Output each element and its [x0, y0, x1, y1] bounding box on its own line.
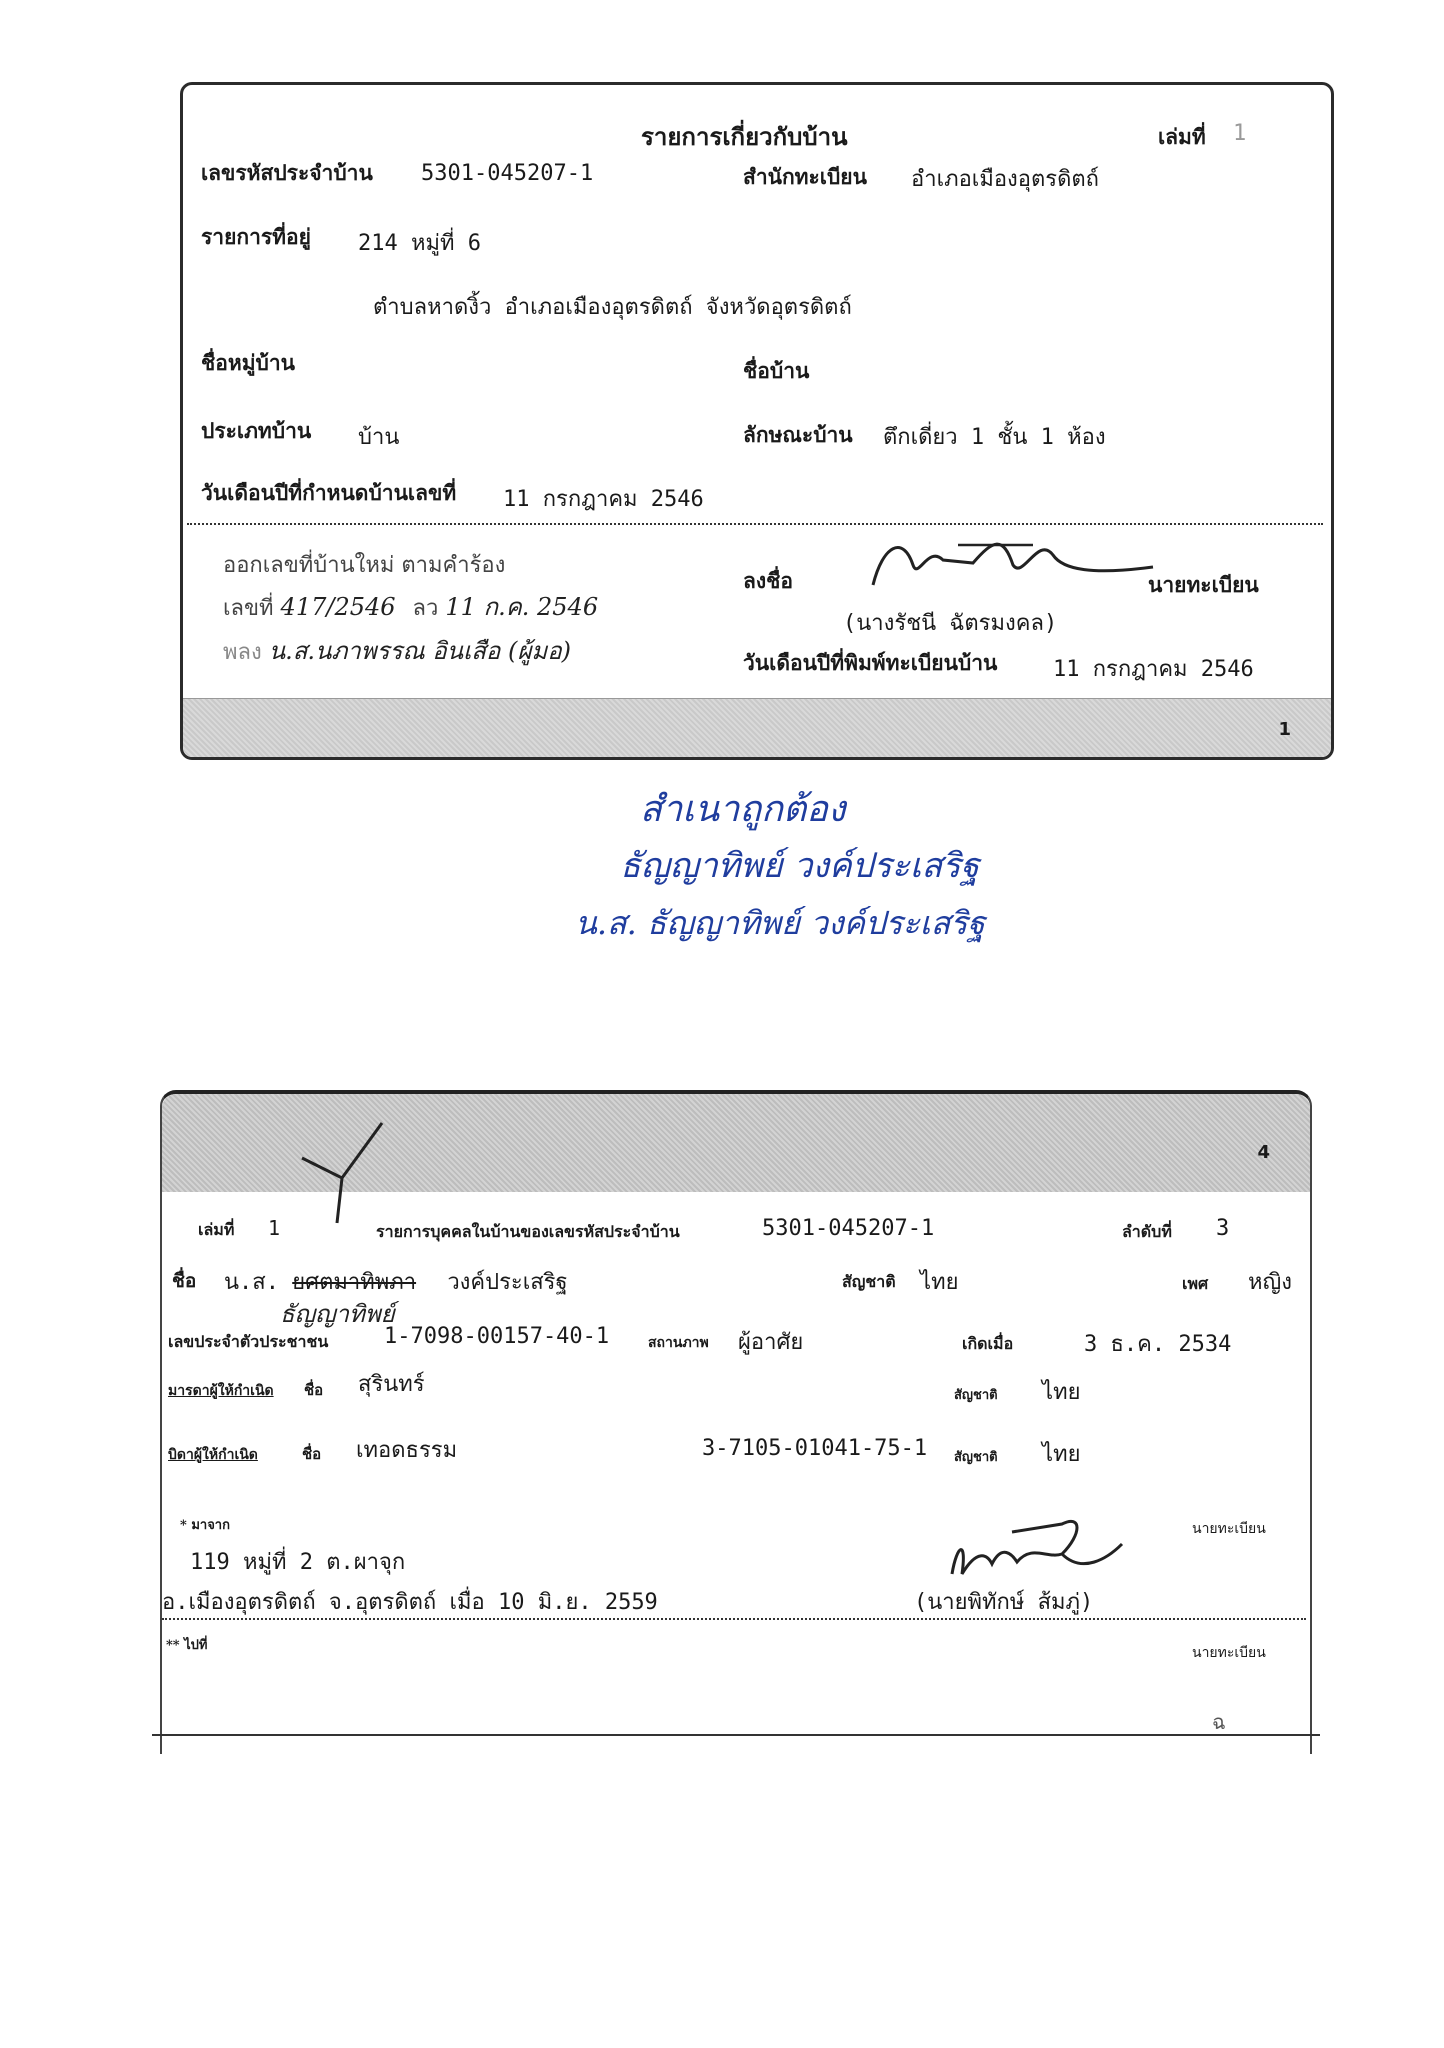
- registrar-signature: [932, 1504, 1132, 1594]
- born-date: 3 ธ.ค. 2534: [1084, 1332, 1232, 1357]
- mother-name: สุรินทร์: [358, 1372, 425, 1397]
- certification-signature: ธัญญาทิพย์ วงค์ประเสริฐ: [620, 846, 980, 886]
- person-header: รายการบุคคลในบ้านของเลขรหัสประจำบ้าน: [376, 1222, 680, 1241]
- name-handwritten: ธัญญาทิพย์: [280, 1300, 395, 1328]
- separator-dotted: [162, 1618, 1306, 1620]
- mother-nationality-label: สัญชาติ: [954, 1388, 998, 1403]
- page-number: 4: [1257, 1142, 1270, 1163]
- check-mark: [282, 1118, 402, 1228]
- assigned-date: 11 กรกฎาคม 2546: [503, 487, 704, 512]
- status: ผู้อาศัย: [738, 1330, 804, 1355]
- note-number-label: เลขที่: [223, 596, 274, 621]
- status-label: สถานภาพ: [648, 1335, 709, 1351]
- order-label: ลำดับที่: [1122, 1222, 1172, 1241]
- house-style-label: ลักษณะบ้าน: [743, 422, 853, 447]
- name-prefix: น.ส.: [224, 1270, 279, 1295]
- book-label: เล่มที่: [198, 1220, 235, 1239]
- assigned-date-label: วันเดือนปีที่กำหนดบ้านเลขที่: [201, 480, 457, 505]
- note-line1: ออกเลขที่บ้านใหม่ ตามคำร้อง: [223, 553, 506, 578]
- from-label: * มาจาก: [180, 1518, 230, 1533]
- note-date-label: ลว: [412, 596, 439, 621]
- registrar-title: นายทะเบียน: [1148, 572, 1259, 597]
- order-value: 3: [1216, 1216, 1230, 1241]
- mother-nationality: ไทย: [1042, 1380, 1081, 1405]
- house-style: ตึกเดี่ยว 1 ชั้น 1 ห้อง: [883, 425, 1106, 450]
- address-line2: ตำบลหาดงิ้ว อำเภอเมืองอุตรดิตถ์ จังหวัดอุตรดิตถ์: [373, 295, 852, 320]
- book-label: เล่มที่: [1158, 124, 1206, 149]
- certification-line1: สำเนาถูกต้อง: [640, 789, 846, 830]
- from-line2: อ.เมืองอุตรดิตถ์ จ.อุตรดิตถ์ เมื่อ 10 มิ.ย. 2559: [162, 1590, 658, 1615]
- mother-label: มารดาผู้ให้กำเนิด: [168, 1383, 274, 1399]
- note-by-value: น.ส.นภาพรรณ อินเสือ (ผู้มอ): [268, 637, 571, 665]
- house-type: บ้าน: [358, 425, 400, 450]
- father-nationality: ไทย: [1042, 1442, 1081, 1467]
- father-name: เทอดธรรม: [356, 1438, 458, 1463]
- registry-office: อำเภอเมืองอุตรดิตถ์: [911, 167, 1099, 192]
- to-label: ** ไปที่: [166, 1638, 208, 1653]
- house-name-label: ชื่อบ้าน: [743, 358, 810, 383]
- certification-name: น.ส. ธัญญาทิพย์ วงค์ประเสริฐ: [575, 904, 986, 942]
- father-nationality-label: สัญชาติ: [954, 1450, 998, 1465]
- house-code-label: เลขรหัสประจำบ้าน: [201, 160, 373, 185]
- mother-name-label: ชื่อ: [304, 1381, 324, 1399]
- house-code: 5301-045207-1: [421, 161, 594, 186]
- id-number: 1-7098-00157-40-1: [384, 1324, 610, 1349]
- registrar-name: (นายพิทักษ์ ส้มภู่): [914, 1590, 1094, 1615]
- address-line1: 214 หมู่ที่ 6: [358, 231, 481, 256]
- bottom-rule: [152, 1734, 1320, 1736]
- note-line2: [223, 587, 598, 626]
- father-id: 3-7105-01041-75-1: [702, 1436, 928, 1461]
- address-label: รายการที่อยู่: [201, 224, 311, 249]
- name-struck: ยศตมาทิพภา: [292, 1270, 417, 1295]
- registrar-title-2: นายทะเบียน: [1192, 1645, 1266, 1661]
- name-label: ชื่อ: [172, 1270, 197, 1292]
- house-record-card: [180, 82, 1334, 760]
- book-value: 1: [1233, 121, 1247, 146]
- born-label: เกิดเมื่อ: [962, 1334, 1014, 1353]
- sign-label: ลงชื่อ: [743, 568, 793, 593]
- from-line1: 119 หมู่ที่ 2 ต.ผาจุก: [190, 1550, 406, 1575]
- father-label: บิดาผู้ให้กำเนิด: [168, 1447, 258, 1463]
- note-line3: [223, 631, 571, 670]
- village-name-label: ชื่อหมู่บ้าน: [201, 350, 296, 375]
- registry-office-label: สำนักทะเบียน: [743, 164, 867, 189]
- sex: หญิง: [1248, 1270, 1292, 1295]
- note-number-value: 417/2546: [280, 593, 396, 621]
- house-record-title: รายการเกี่ยวกับบ้าน: [641, 122, 848, 151]
- house-type-label: ประเภทบ้าน: [201, 418, 312, 443]
- book-value: 1: [268, 1216, 281, 1240]
- surname: วงค์ประเสริฐ: [447, 1270, 568, 1295]
- sex-label: เพศ: [1182, 1274, 1209, 1293]
- father-name-label: ชื่อ: [302, 1445, 322, 1463]
- print-date-label: วันเดือนปีที่พิมพ์ทะเบียนบ้าน: [743, 650, 998, 675]
- nationality-label: สัญชาติ: [842, 1272, 896, 1291]
- note-by-label: พลง: [223, 640, 262, 665]
- page-number: 1: [1278, 719, 1291, 740]
- card-footer-band: [183, 698, 1331, 757]
- note-date-value: 11 ก.ค. 2546: [445, 593, 599, 621]
- nationality: ไทย: [920, 1270, 959, 1295]
- person-record-card: [160, 1090, 1312, 1754]
- registrar-name: (นางรัชนี ฉัตรมงคล): [843, 611, 1058, 636]
- print-date: 11 กรกฎาคม 2546: [1053, 657, 1254, 682]
- footer-mark: ฉ: [1212, 1710, 1226, 1734]
- registrar-signature: [863, 525, 1163, 605]
- house-code: 5301-045207-1: [762, 1216, 935, 1241]
- name-field: [224, 1264, 568, 1299]
- registrar-title-1: นายทะเบียน: [1192, 1521, 1266, 1537]
- id-label: เลขประจำตัวประชาชน: [168, 1332, 329, 1351]
